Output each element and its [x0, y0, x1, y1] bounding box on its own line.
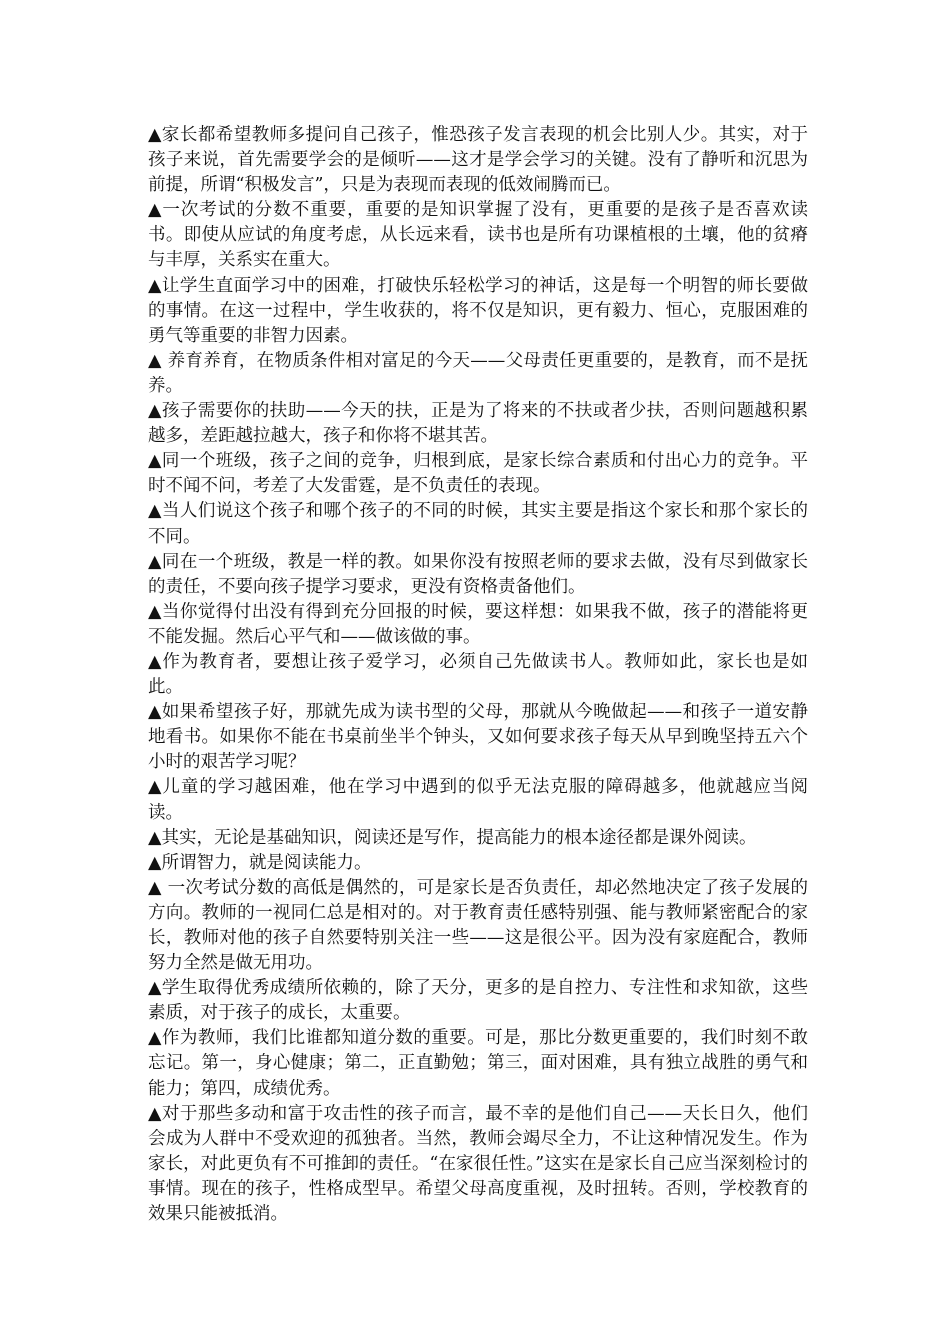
paragraph-9: ▲当你觉得付出没有得到充分回报的时候，要这样想：如果我不做，孩子的潜能将更不能发掘。然后心平气和——做该做的事。	[148, 601, 808, 647]
paragraph-5: ▲孩子需要你的扶助——今天的扶，正是为了将来的不扶或者少扶，否则问题越积累越多，差距越拉越大，孩子和你将不堪其苦。	[148, 401, 808, 447]
paragraph-11: ▲如果希望孩子好，那就先成为读书型的父母，那就从今晚做起——和孩子一道安静地看书。如果你不能在书桌前坐半个钟头，又如何要求孩子每天从早到晚坚持五六个小时的艰苦学习呢？	[148, 702, 808, 773]
paragraph-3: ▲让学生直面学习中的困难，打破快乐轻松学习的神话，这是每一个明智的师长要做的事情。在这一过程中，学生收获的，将不仅是知识，更有毅力、恒心，克服困难的勇气等重要的非智力因素。	[148, 275, 808, 346]
paragraph-18: ▲对于那些多动和富于攻击性的孩子而言，最不幸的是他们自己——天长日久，他们会成为人群中不受欢迎的孤独者。当然，教师会竭尽全力，不让这种情况发生。作为家长，对此更负有不可推卸的责任。“在家很任性。”这实在是家长自己应当深刻检讨的事情。现在的孩子，性格成型早。希望父母高度重视，及时扭转。否则，学校教育的效果只能被抵消。	[148, 1103, 808, 1225]
paragraph-15: ▲ 一次考试分数的高低是偶然的，可是家长是否负责任，却必然地决定了孩子发展的方向。教师的一视同仁总是相对的。对于教育责任感特别强、能与教师紧密配合的家长，教师对他的孩子自然要特别关注一些——这是很公平。因为没有家庭配合，教师努力全然是做无用功。	[148, 877, 808, 974]
paragraph-2: ▲一次考试的分数不重要，重要的是知识掌握了没有，更重要的是孩子是否喜欢读书。即使从应试的角度考虑，从长远来看，读书也是所有功课植根的土壤，他的贫瘠与丰厚，关系实在重大。	[148, 200, 808, 271]
paragraph-10: ▲作为教育者，要想让孩子爱学习，必须自己先做读书人。教师如此，家长也是如此。	[148, 651, 808, 698]
paragraph-7: ▲当人们说这个孩子和哪个孩子的不同的时候，其实主要是指这个家长和那个家长的不同。	[148, 501, 808, 547]
paragraph-4: ▲ 养育养育，在物质条件相对富足的今天——父母责任更重要的，是教育，而不是抚养。	[148, 350, 808, 396]
paragraph-6: ▲同一个班级，孩子之间的竞争，归根到底，是家长综合素质和付出心力的竞争。平时不闻不问，考差了大发雷霆，是不负责任的表现。	[148, 451, 808, 497]
paragraph-1: ▲家长都希望教师多提问自己孩子，惟恐孩子发言表现的机会比别人少。其实，对于孩子来说，首先需要学会的是倾听——这才是学会学习的关键。没有了静听和沉思为前提，所谓“积极发言”，只是为表现而表现的低效闹腾而已。	[148, 125, 808, 196]
paragraph-16: ▲学生取得优秀成绩所依赖的，除了天分，更多的是自控力、专注性和求知欲，这些素质，对于孩子的成长，太重要。	[148, 978, 808, 1024]
document-body	[148, 123, 808, 1227]
paragraph-17: ▲作为教师，我们比谁都知道分数的重要。可是，那比分数更重要的，我们时刻不敢忘记。第一，身心健康；第二，正直勤勉；第三，面对困难，具有独立战胜的勇气和能力；第四，成绩优秀。	[148, 1028, 808, 1099]
paragraph-14: ▲所谓智力，就是阅读能力。	[148, 852, 372, 873]
paragraph-8: ▲同在一个班级，教是一样的教。如果你没有按照老师的要求去做，没有尽到做家长的责任，不要向孩子提学习要求，更没有资格责备他们。	[148, 551, 808, 597]
paragraph-13: ▲其实，无论是基础知识，阅读还是写作，提高能力的根本途径都是课外阅读。	[148, 827, 757, 848]
paragraph-12: ▲儿童的学习越困难，他在学习中遇到的似乎无法克服的障碍越多，他就越应当阅读。	[148, 777, 808, 823]
